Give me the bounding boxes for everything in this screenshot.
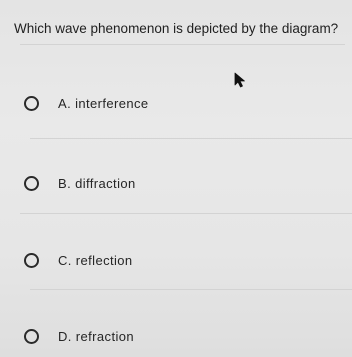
divider: [30, 138, 352, 139]
option-d[interactable]: [24, 326, 134, 346]
option-d-label: D. refraction: [58, 328, 135, 344]
divider: [30, 289, 352, 290]
option-a[interactable]: [24, 93, 149, 113]
divider: [20, 213, 352, 214]
option-b-label: B. diffraction: [58, 175, 136, 191]
mouse-pointer-icon: [234, 72, 246, 88]
radio-button-icon[interactable]: [24, 176, 39, 191]
option-b[interactable]: [24, 173, 136, 193]
divider: [20, 44, 345, 45]
option-c[interactable]: [24, 250, 133, 270]
radio-button-icon[interactable]: [24, 253, 39, 268]
option-a-label: A. interference: [58, 95, 149, 111]
question-text: Which wave phenomenon is depicted by the diagram?: [14, 21, 339, 36]
radio-button-icon[interactable]: [24, 96, 39, 111]
radio-button-icon[interactable]: [24, 329, 39, 344]
option-c-label: C. reflection: [58, 252, 133, 268]
